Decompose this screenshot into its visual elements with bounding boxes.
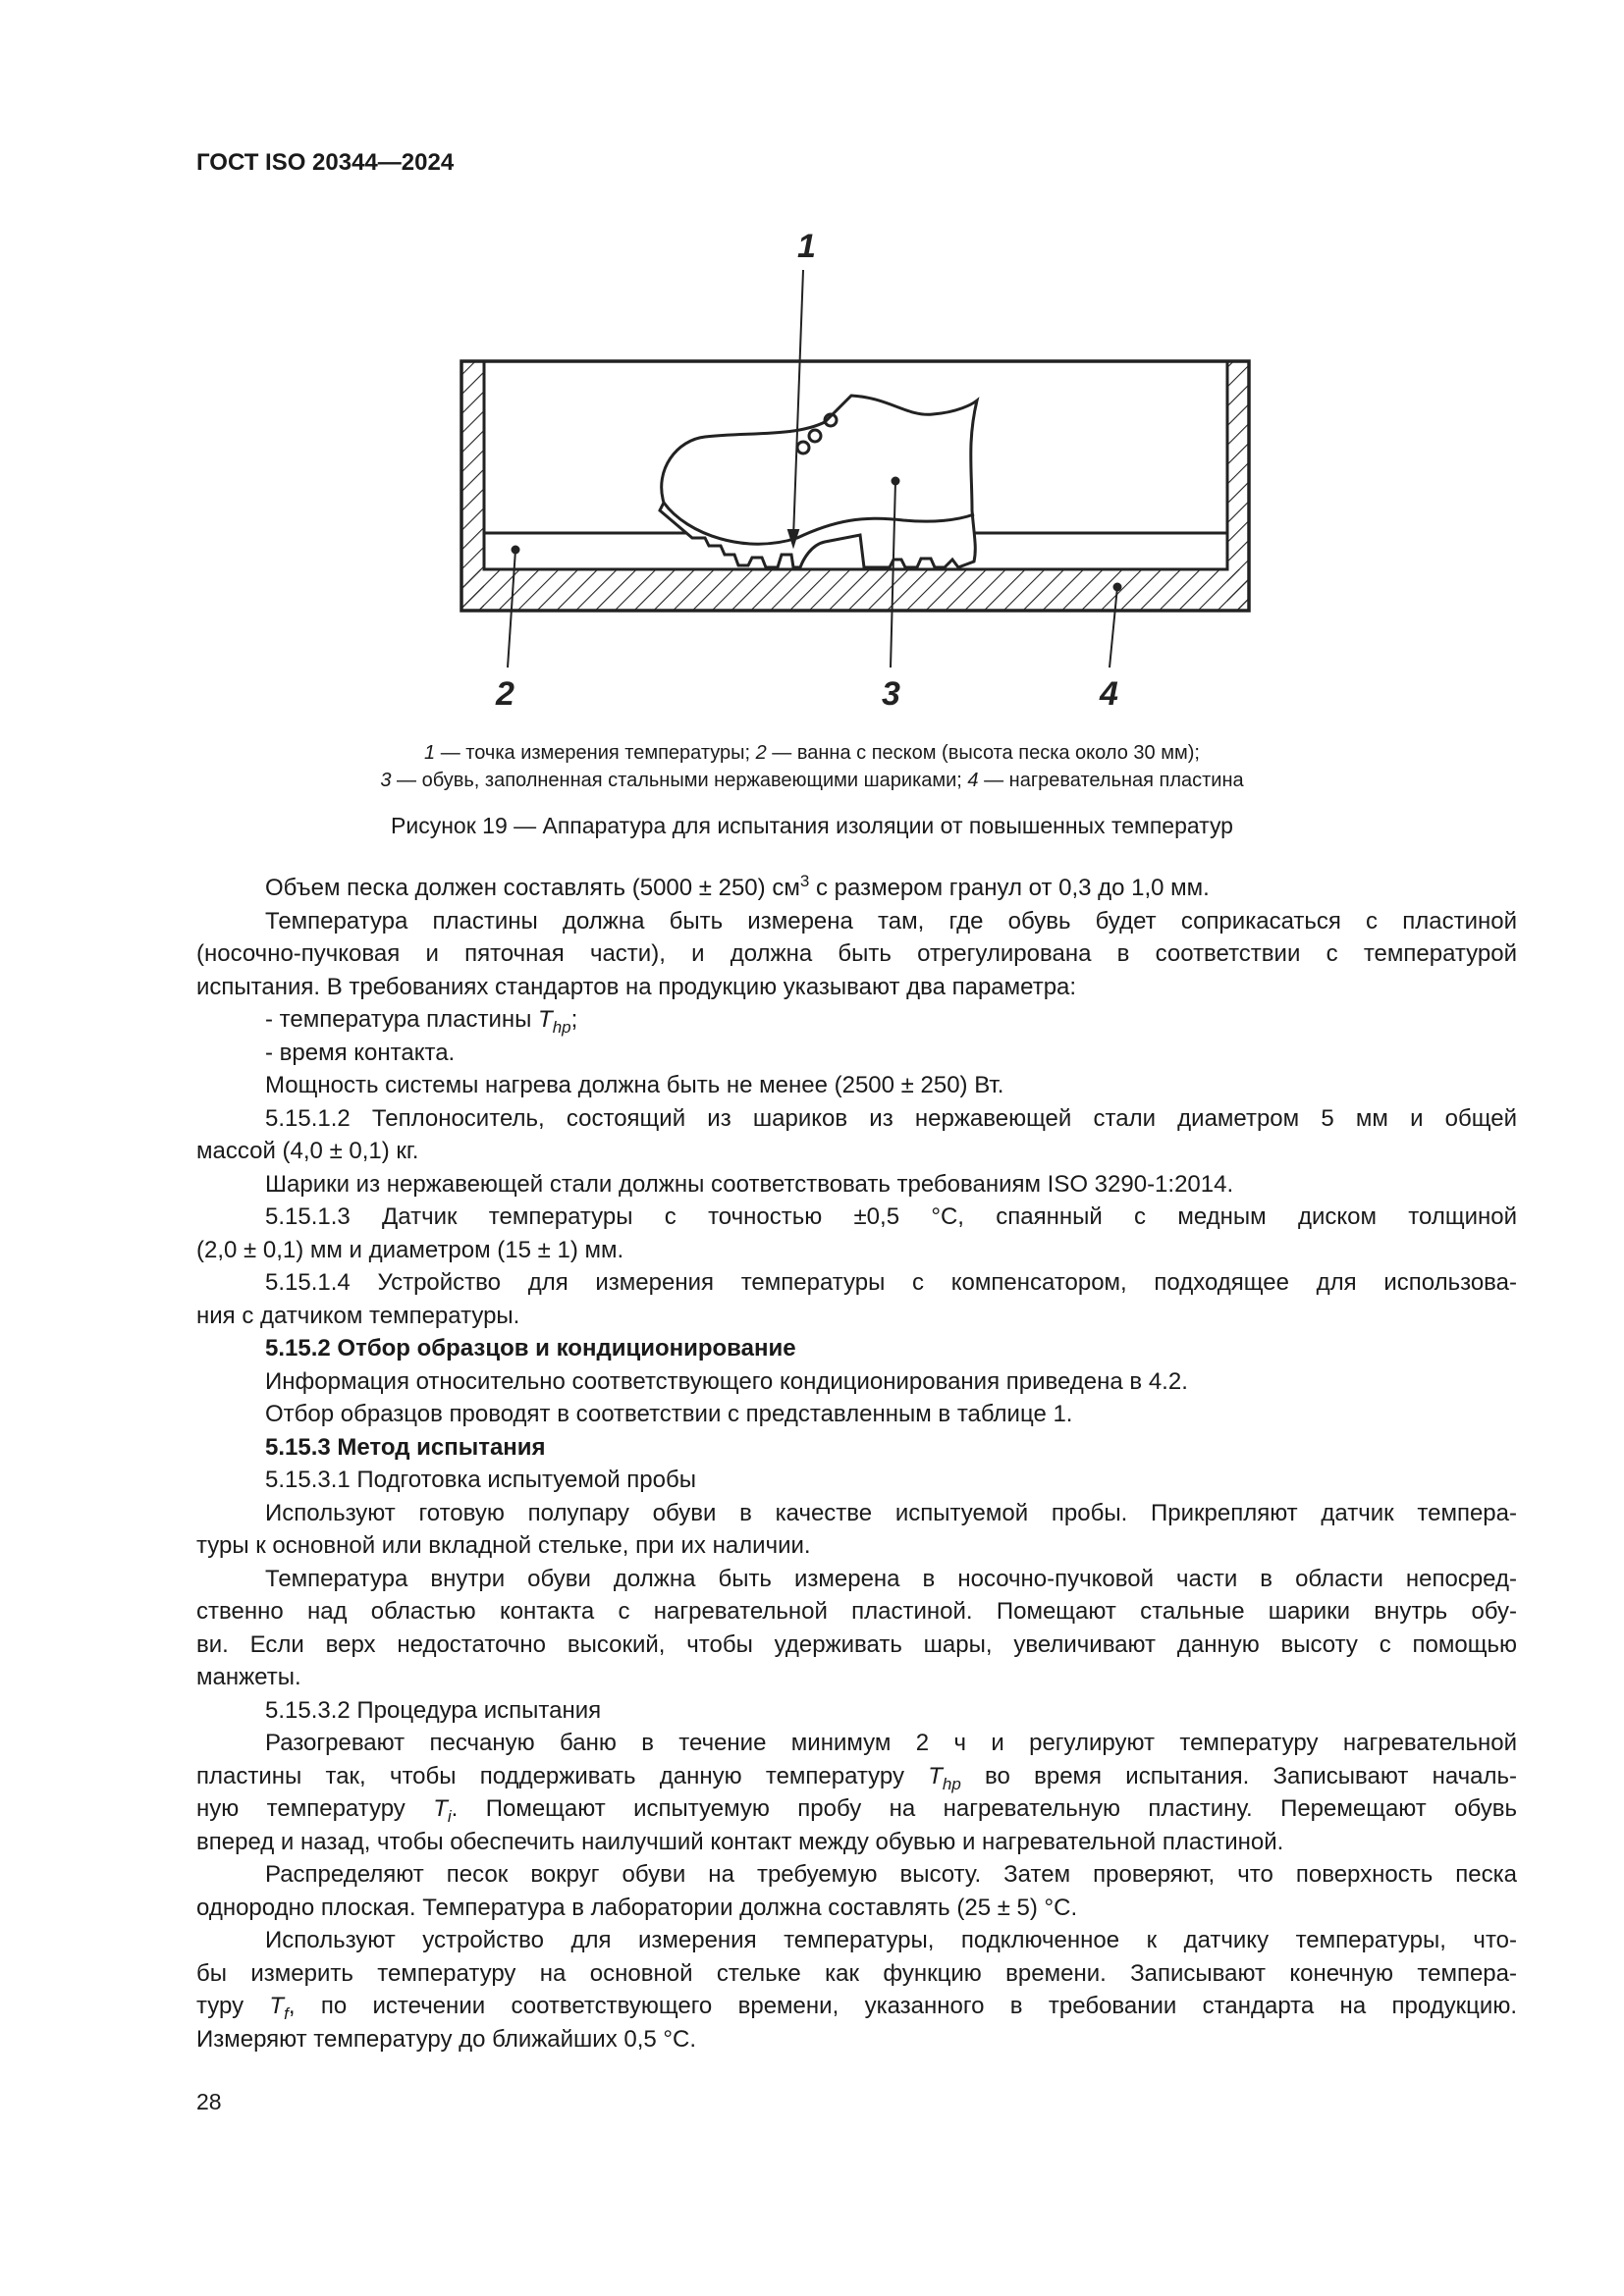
variable-subscript: i xyxy=(447,1807,452,1826)
text-line xyxy=(196,1464,1517,1497)
text-line xyxy=(196,1300,1517,1333)
text-segment: Информация относительно соответствующего кондиционирования приведена в 4.2. xyxy=(265,1367,1188,1395)
text-line xyxy=(196,1529,1517,1563)
text-segment: - температура пластины xyxy=(265,1006,539,1033)
text-segment: манжеты. xyxy=(196,1664,301,1690)
text-line xyxy=(196,1266,1517,1300)
text-line xyxy=(196,1892,1517,1925)
text-segment: ; xyxy=(570,1006,578,1033)
figure-legend-line-2 xyxy=(0,770,1624,792)
text-line xyxy=(196,1102,1517,1136)
text-line xyxy=(196,971,1517,1004)
superscript: 3 xyxy=(799,872,810,890)
document-header: ГОСТ ISO 20344—2024 xyxy=(196,149,455,176)
text-line xyxy=(196,937,1517,971)
legend-text: — точка измерения температуры; xyxy=(435,742,756,764)
text-line xyxy=(196,1563,1517,1596)
text-line xyxy=(196,1990,1517,2023)
section-heading-line xyxy=(196,1332,1517,1365)
body-text xyxy=(196,872,1517,2056)
text-line xyxy=(196,1858,1517,1892)
variable-subscript: hp xyxy=(552,1018,571,1037)
text-segment: 5.15.1.4 Устройство для измерения температуры с компенсатором, подходящее для использова- xyxy=(265,1269,1517,1296)
figure-legend-line-1 xyxy=(0,742,1624,765)
text-segment: пластины так, чтобы поддерживать данную температуру xyxy=(196,1762,929,1789)
text-line xyxy=(196,1957,1517,1991)
text-line xyxy=(196,1365,1517,1399)
text-segment: Разогревают песчаную баню в течение минимум 2 ч и регулируют температуру нагревательной xyxy=(265,1730,1517,1756)
temperature-variable: T xyxy=(538,1006,553,1033)
legend-text: — ванна с песком (высота песка около 30 мм); xyxy=(766,742,1200,764)
page-number: 28 xyxy=(196,2089,222,2114)
legend-text: — обувь, заполненная стальными нержавеющими шариками; xyxy=(391,770,968,791)
figure-apparatus-diagram xyxy=(0,0,1624,746)
text-line xyxy=(196,1792,1517,1826)
text-segment: ную температуру xyxy=(196,1795,434,1822)
figure-caption: Рисунок 19 — Аппаратура для испытания изоляции от повышенных температур xyxy=(391,813,1233,838)
text-segment: во время испытания. Записывают началь- xyxy=(960,1762,1518,1789)
text-line xyxy=(196,1398,1517,1431)
text-line xyxy=(196,1595,1517,1629)
text-segment: Используют устройство для измерения температуры, подключенное к датчику температуры, что- xyxy=(265,1927,1517,1953)
text-segment: Измеряют температуру до ближайших 0,5 °С. xyxy=(196,2025,696,2053)
text-line xyxy=(196,1629,1517,1662)
text-segment: 5.15.3.2 Процедура испытания xyxy=(265,1696,602,1724)
text-segment: Температура пластины должна быть измерена там, где обувь будет соприкасаться с пластиной xyxy=(265,907,1517,934)
text-segment: туры к основной или вкладной стельке, при их наличии. xyxy=(196,1532,811,1559)
text-segment: , по истечении соответствующего времени, указанного в требовании стандарта на продукцию. xyxy=(288,1993,1517,2019)
temperature-variable: T xyxy=(433,1795,448,1822)
legend-number: 2 xyxy=(755,742,767,764)
boot-drawing xyxy=(660,396,977,567)
text-line xyxy=(196,872,1517,905)
text-line xyxy=(196,2023,1517,2056)
text-line xyxy=(196,1234,1517,1267)
text-segment: ния с датчиком температуры. xyxy=(196,1302,520,1329)
text-segment: Объем песка должен составлять (5000 ± 250) см xyxy=(265,875,800,901)
text-line xyxy=(196,1003,1517,1037)
legend-number: 3 xyxy=(380,770,392,791)
text-line xyxy=(196,1727,1517,1760)
text-line xyxy=(196,1201,1517,1234)
text-segment: бы измерить температуру на основной стельке как функцию времени. Записывают конечную темпера- xyxy=(196,1959,1517,1987)
section-heading-line xyxy=(196,1431,1517,1465)
figure-label-4: 4 xyxy=(1100,675,1118,713)
text-line xyxy=(196,1694,1517,1728)
text-line xyxy=(196,1069,1517,1102)
text-segment: 5.15.1.3 Датчик температуры с точностью ±0,5 °С, спаянный с медным диском толщиной xyxy=(265,1203,1517,1230)
variable-subscript: hp xyxy=(942,1774,961,1793)
text-segment: однородно плоская. Температура в лаборатории должна составлять (25 ± 5) °С. xyxy=(196,1894,1078,1921)
text-line xyxy=(196,1037,1517,1070)
text-segment: испытания. В требованиях стандартов на продукцию указывают два параметра: xyxy=(196,973,1077,1000)
text-line xyxy=(196,1497,1517,1530)
text-segment: ви. Если верх недостаточно высокий, чтобы удерживать шары, увеличивают данную высоту с помощью xyxy=(196,1630,1517,1658)
figure-label-2: 2 xyxy=(496,675,514,713)
text-line xyxy=(196,1924,1517,1957)
text-segment: 5.15.2 Отбор образцов и кондиционирование xyxy=(265,1335,796,1362)
text-segment: (носочно-пучковая и пяточная части), и должна быть отрегулирована в соответствии с температурой xyxy=(196,940,1517,967)
text-segment: Используют готовую полупару обуви в качестве испытуемой пробы. Прикрепляют датчик темпера- xyxy=(265,1499,1517,1526)
text-segment: ственно над областью контакта с нагревательной пластиной. Помещают стальные шарики внутрь обу- xyxy=(196,1598,1517,1625)
text-line xyxy=(196,1168,1517,1201)
text-segment: Шарики из нержавеющей стали должны соответствовать требованиям ISO 3290-1:2014. xyxy=(265,1170,1234,1198)
text-line xyxy=(196,1760,1517,1793)
text-line xyxy=(196,1826,1517,1859)
text-segment: Температура внутри обуви должна быть измерена в носочно-пучковой части в области непосред- xyxy=(265,1565,1517,1592)
text-line xyxy=(196,1135,1517,1168)
text-segment: 5.15.3 Метод испытания xyxy=(265,1433,546,1461)
text-line xyxy=(196,905,1517,938)
figure-label-1: 1 xyxy=(797,228,816,265)
text-segment: (2,0 ± 0,1) мм и диаметром (15 ± 1) мм. xyxy=(196,1236,624,1263)
legend-number: 4 xyxy=(967,770,979,791)
temperature-variable: T xyxy=(928,1762,943,1789)
variable-subscript: f xyxy=(284,2004,289,2023)
figure-label-3: 3 xyxy=(882,675,900,713)
text-segment: Отбор образцов проводят в соответствии с представленным в таблице 1. xyxy=(265,1401,1073,1427)
text-segment: 5.15.3.1 Подготовка испытуемой пробы xyxy=(265,1467,696,1493)
text-segment: . Помещают испытуемую пробу на нагревательную пластину. Перемещают обувь xyxy=(451,1795,1517,1822)
text-segment: массой (4,0 ± 0,1) кг. xyxy=(196,1138,419,1164)
text-segment: Мощность системы нагрева должна быть не менее (2500 ± 250) Вт. xyxy=(265,1072,1004,1098)
text-line xyxy=(196,1661,1517,1694)
text-segment: - время контакта. xyxy=(265,1039,456,1066)
legend-number: 1 xyxy=(424,742,436,764)
text-segment: Распределяют песок вокруг обуви на требуемую высоту. Затем проверяют, что поверхность песка xyxy=(265,1861,1517,1888)
text-segment: 5.15.1.2 Теплоноситель, состоящий из шариков из нержавеющей стали диаметром 5 мм и общей xyxy=(265,1104,1517,1132)
heating-plate xyxy=(461,569,1249,611)
legend-text: — нагревательная пластина xyxy=(978,770,1244,791)
text-segment: с размером гранул от 0,3 до 1,0 мм. xyxy=(809,875,1210,901)
text-segment: вперед и назад, чтобы обеспечить наилучший контакт между обувью и нагревательной пластиной. xyxy=(196,1828,1284,1855)
temperature-variable: T xyxy=(269,1993,285,2019)
text-segment: туру xyxy=(196,1993,270,2019)
